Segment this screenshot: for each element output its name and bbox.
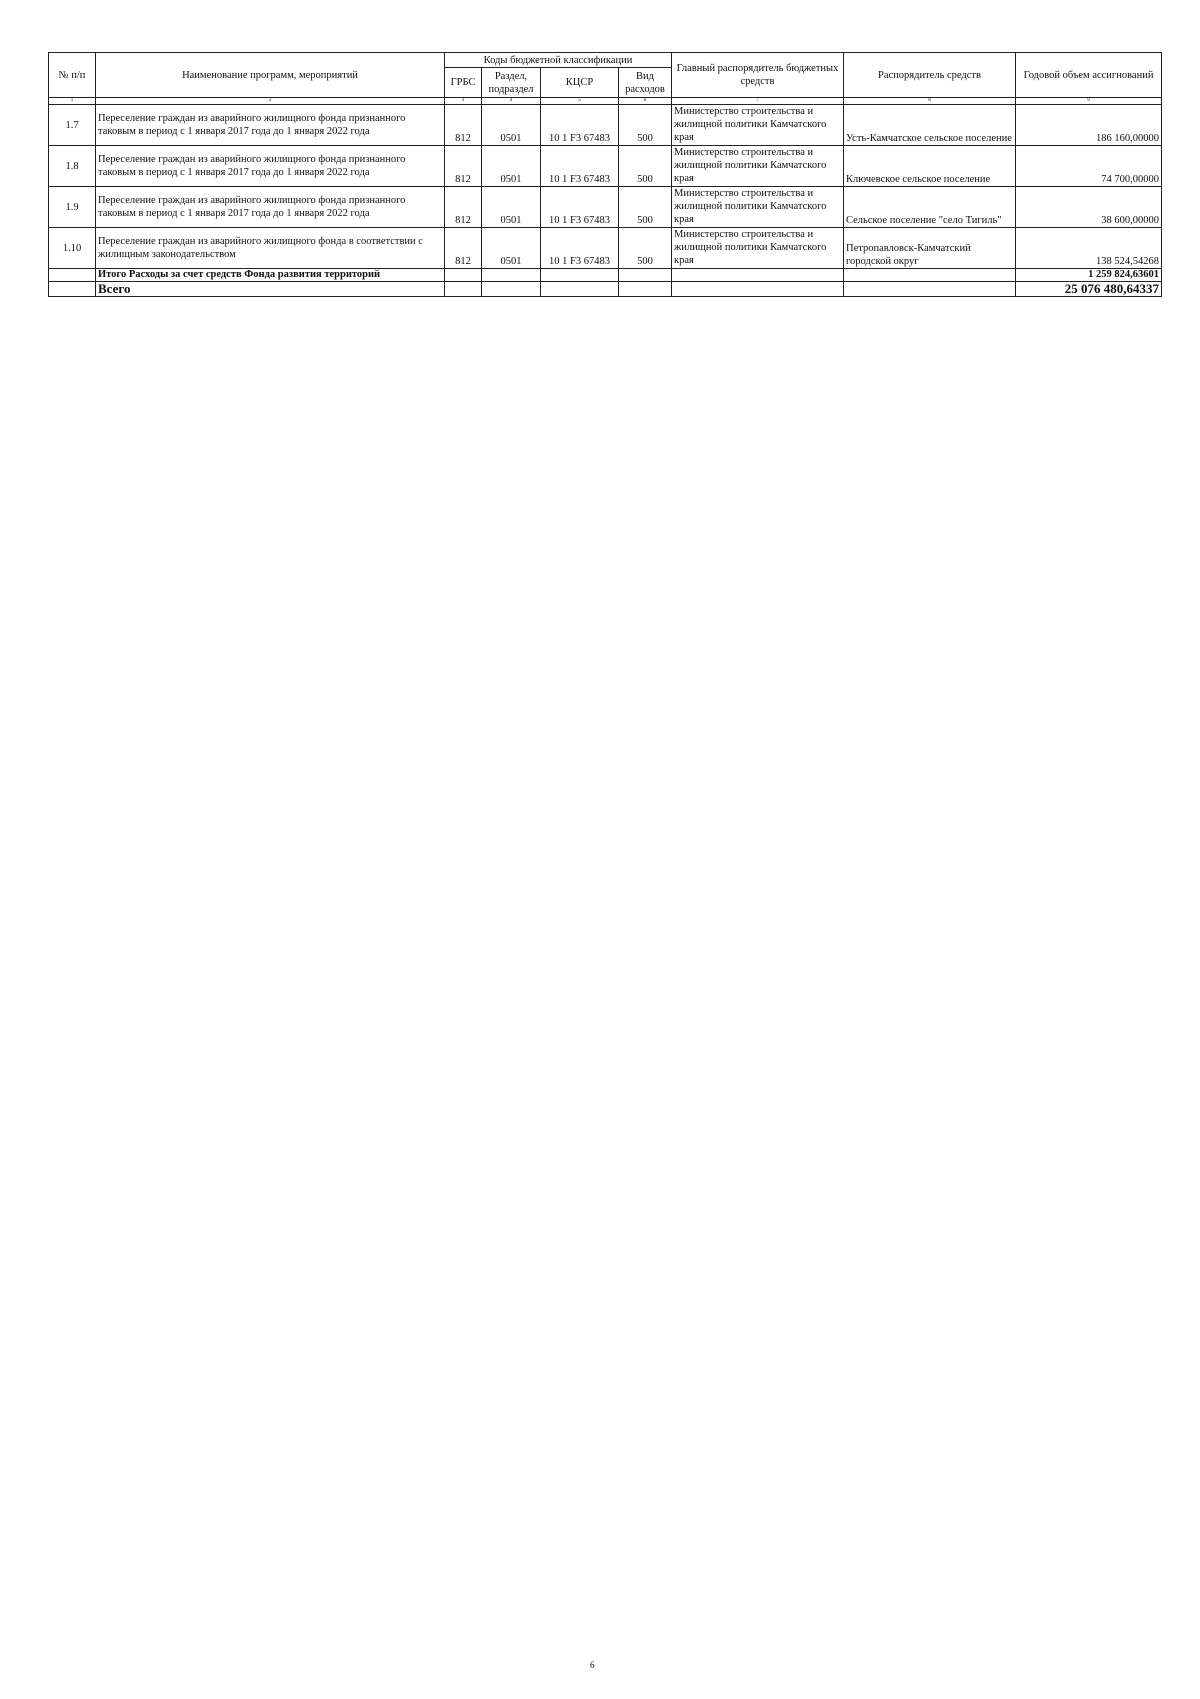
row-kcsr: 10 1 F3 67483	[541, 228, 619, 269]
budget-table	[48, 52, 1162, 297]
row-chief: Министерство строительства и жилищной политики Камчатского края	[672, 228, 844, 269]
header-kcsr: КЦСР	[541, 68, 619, 98]
row-section: 0501	[482, 228, 541, 269]
row-vid: 500	[619, 187, 672, 228]
row-number: 1.8	[49, 146, 96, 187]
header-codes-group: Коды бюджетной классификации	[445, 53, 672, 68]
row-manager: Ключевское сельское поселение	[844, 146, 1016, 187]
header-amount: Годовой объем ассигнований	[1016, 53, 1162, 98]
row-amount: 186 160,00000	[1016, 105, 1162, 146]
column-index: 4	[482, 98, 541, 105]
row-number: 1.9	[49, 187, 96, 228]
row-grbs: 812	[445, 146, 482, 187]
row-program-name: Переселение граждан из аварийного жилищного фонда в соответствии с жилищным законодательством	[96, 228, 445, 269]
row-chief: Министерство строительства и жилищной политики Камчатского края	[672, 105, 844, 146]
column-index: 3	[445, 98, 482, 105]
table-row	[49, 105, 1162, 146]
subtotal-amount: 1 259 824,63601	[1016, 269, 1162, 282]
header-section: Раздел, подраздел	[482, 68, 541, 98]
table-row	[49, 146, 1162, 187]
row-manager: Сельское поселение "село Тигиль"	[844, 187, 1016, 228]
row-amount: 38 600,00000	[1016, 187, 1162, 228]
row-manager: Усть-Камчатское сельское поселение	[844, 105, 1016, 146]
row-kcsr: 10 1 F3 67483	[541, 105, 619, 146]
column-index: 7	[672, 98, 844, 105]
column-index-row	[49, 98, 1162, 105]
header-num: № п/п	[49, 53, 96, 98]
header-manager: Распорядитель средств	[844, 53, 1016, 98]
row-manager: Петропавловск-Камчатский городской округ	[844, 228, 1016, 269]
row-program-name: Переселение граждан из аварийного жилищного фонда признанного таковым в период с 1 января 2017 года до 1 января 2022 года	[96, 105, 445, 146]
row-number: 1.10	[49, 228, 96, 269]
row-section: 0501	[482, 105, 541, 146]
table-row	[49, 187, 1162, 228]
grand-total-label: Всего	[96, 282, 445, 297]
column-index: 9	[1016, 98, 1162, 105]
table-row	[49, 228, 1162, 269]
row-vid: 500	[619, 105, 672, 146]
row-kcsr: 10 1 F3 67483	[541, 146, 619, 187]
row-amount: 138 524,54268	[1016, 228, 1162, 269]
header-grbs: ГРБС	[445, 68, 482, 98]
row-kcsr: 10 1 F3 67483	[541, 187, 619, 228]
row-section: 0501	[482, 146, 541, 187]
subtotal-label: Итого Расходы за счет средств Фонда развития территорий	[96, 269, 445, 282]
header-name: Наименование программ, мероприятий	[96, 53, 445, 98]
grand-total-amount: 25 076 480,64337	[1016, 282, 1162, 297]
header-vid: Вид расходов	[619, 68, 672, 98]
row-grbs: 812	[445, 187, 482, 228]
row-vid: 500	[619, 228, 672, 269]
row-program-name: Переселение граждан из аварийного жилищного фонда признанного таковым в период с 1 января 2017 года до 1 января 2022 года	[96, 187, 445, 228]
row-section: 0501	[482, 187, 541, 228]
grand-total-row	[49, 282, 1162, 297]
column-index: 6	[619, 98, 672, 105]
column-index: 5	[541, 98, 619, 105]
row-grbs: 812	[445, 105, 482, 146]
header-chief: Главный распорядитель бюджетных средств	[672, 53, 844, 98]
column-index: 8	[844, 98, 1016, 105]
row-vid: 500	[619, 146, 672, 187]
row-program-name: Переселение граждан из аварийного жилищного фонда признанного таковым в период с 1 января 2017 года до 1 января 2022 года	[96, 146, 445, 187]
row-chief: Министерство строительства и жилищной политики Камчатского края	[672, 187, 844, 228]
subtotal-row	[49, 269, 1162, 282]
row-number: 1.7	[49, 105, 96, 146]
row-chief: Министерство строительства и жилищной политики Камчатского края	[672, 146, 844, 187]
row-grbs: 812	[445, 228, 482, 269]
page-number: 6	[590, 1660, 595, 1670]
row-amount: 74 700,00000	[1016, 146, 1162, 187]
column-index: 1	[49, 98, 96, 105]
column-index: 2	[96, 98, 445, 105]
